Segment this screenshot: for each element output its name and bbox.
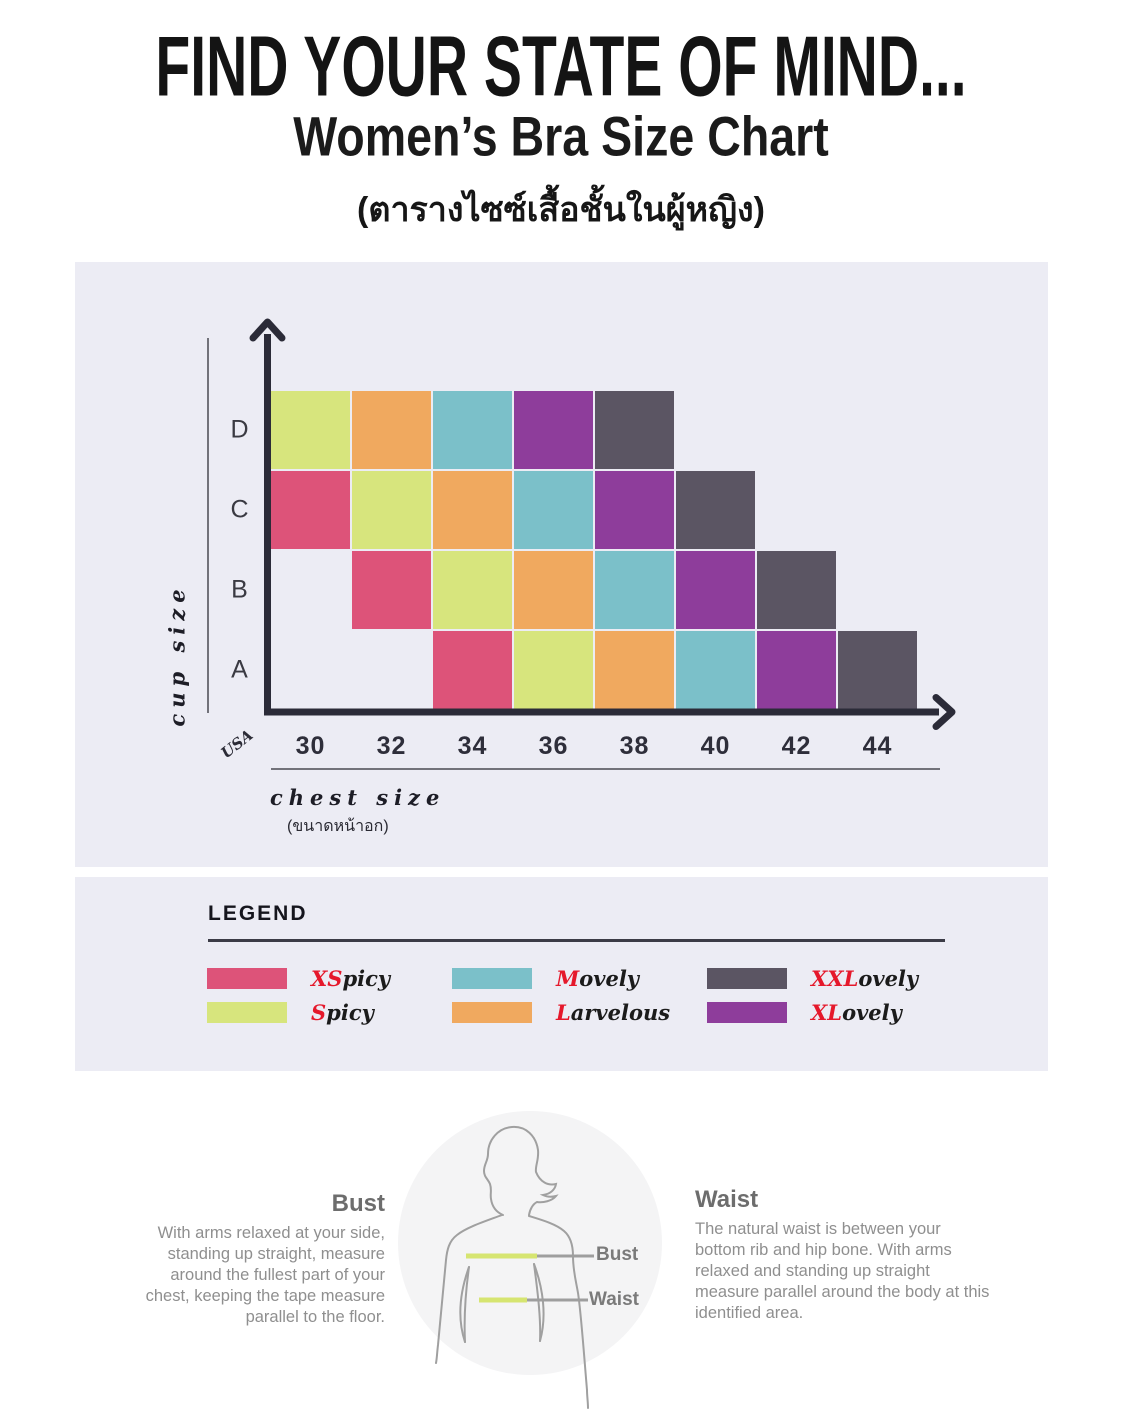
bust-instructions bbox=[145, 1190, 385, 1329]
legend-label: XXLovely bbox=[811, 966, 919, 991]
legend-swatch bbox=[707, 1002, 787, 1023]
legend-rule bbox=[208, 939, 945, 942]
legend-swatch bbox=[452, 968, 532, 989]
legend-label: XSpicy bbox=[311, 966, 391, 991]
grid-cell bbox=[514, 471, 593, 549]
waist-instructions bbox=[695, 1186, 991, 1325]
legend-label: Spicy bbox=[311, 1000, 374, 1025]
legend-swatch bbox=[452, 1002, 532, 1023]
bust-heading: Bust bbox=[331, 1190, 385, 1217]
legend-label: XLovely bbox=[811, 1000, 902, 1025]
legend-item bbox=[452, 966, 639, 991]
usa-label: USA bbox=[217, 725, 257, 763]
grid-cell bbox=[433, 391, 512, 469]
cup-size-label: D bbox=[230, 415, 250, 444]
cup-size-label: A bbox=[231, 655, 249, 684]
grid-cell bbox=[757, 551, 836, 629]
grid-cell bbox=[595, 631, 674, 709]
chest-size-tick-label: 38 bbox=[619, 732, 650, 760]
legend-item bbox=[452, 1000, 670, 1025]
chest-size-tick-label: 34 bbox=[457, 732, 488, 760]
page-subtitle: Women’s Bra Size Chart bbox=[293, 107, 829, 169]
y-axis-arrow-icon bbox=[253, 322, 282, 338]
grid-cell bbox=[514, 391, 593, 469]
grid-cell bbox=[595, 551, 674, 629]
grid-cell bbox=[514, 631, 593, 709]
chest-size-axis-title-thai: (ขนาดหน้าอก) bbox=[287, 818, 389, 835]
grid-cell bbox=[676, 551, 755, 629]
size-chart-panel bbox=[75, 262, 1048, 867]
legend-heading: LEGEND bbox=[208, 902, 308, 925]
legend-item bbox=[207, 966, 390, 991]
chest-size-tick-label: 40 bbox=[700, 732, 731, 760]
legend-swatch bbox=[207, 968, 287, 989]
grid-cell bbox=[271, 391, 350, 469]
grid-cell bbox=[838, 631, 917, 709]
grid-cell bbox=[514, 551, 593, 629]
waist-description: The natural waist is between your bottom rib and hip bone. With arms relaxed and standing up straight measure parallel around the body at this identified area. bbox=[695, 1220, 990, 1323]
chest-size-tick-label: 30 bbox=[295, 732, 326, 760]
plot-area bbox=[75, 262, 1048, 867]
chest-size-axis-title: chest size bbox=[270, 785, 446, 810]
grid-cell bbox=[676, 631, 755, 709]
chest-size-tick-label: 42 bbox=[781, 732, 812, 760]
chest-size-tick-label: 44 bbox=[862, 732, 893, 760]
grid-cell bbox=[595, 471, 674, 549]
legend-swatch bbox=[707, 968, 787, 989]
size-grid bbox=[271, 391, 917, 709]
page-title: FIND YOUR STATE OF MIND... bbox=[155, 19, 967, 115]
legend-item bbox=[207, 1000, 374, 1025]
legend-item bbox=[707, 1000, 902, 1025]
grid-cell bbox=[433, 471, 512, 549]
legend-label: Larvelous bbox=[556, 1000, 671, 1025]
grid-cell bbox=[271, 471, 350, 549]
legend-swatch bbox=[207, 1002, 287, 1023]
grid-cell bbox=[433, 631, 512, 709]
grid-cell bbox=[595, 391, 674, 469]
cup-size-label: B bbox=[231, 575, 249, 604]
cup-size-label: C bbox=[230, 495, 250, 524]
waist-heading: Waist bbox=[695, 1186, 759, 1213]
x-axis-arrow-icon bbox=[936, 698, 952, 727]
figure-waist-label: Waist bbox=[589, 1289, 639, 1310]
figure-circle bbox=[398, 1111, 662, 1375]
grid-cell bbox=[352, 471, 431, 549]
chest-size-tick-label: 32 bbox=[376, 732, 407, 760]
figure-bust-label: Bust bbox=[596, 1244, 639, 1265]
legend-label: Movely bbox=[556, 966, 639, 991]
grid-cell bbox=[676, 471, 755, 549]
grid-cell bbox=[757, 631, 836, 709]
legend-item bbox=[707, 966, 918, 991]
grid-cell bbox=[352, 551, 431, 629]
grid-cell bbox=[352, 391, 431, 469]
chest-size-tick-label: 36 bbox=[538, 732, 569, 760]
legend-panel bbox=[75, 877, 1048, 1071]
bust-description: With arms relaxed at your side, standing up straight, measure around the fullest part of your chest, keeping the tape measure parallel to the floor. bbox=[145, 1224, 385, 1327]
grid-cell bbox=[433, 551, 512, 629]
page-subtitle-thai: (ตารางไซซ์เสื้อชั้นในผู้หญิง) bbox=[357, 191, 765, 229]
cup-size-axis-title: cup size bbox=[164, 583, 190, 727]
